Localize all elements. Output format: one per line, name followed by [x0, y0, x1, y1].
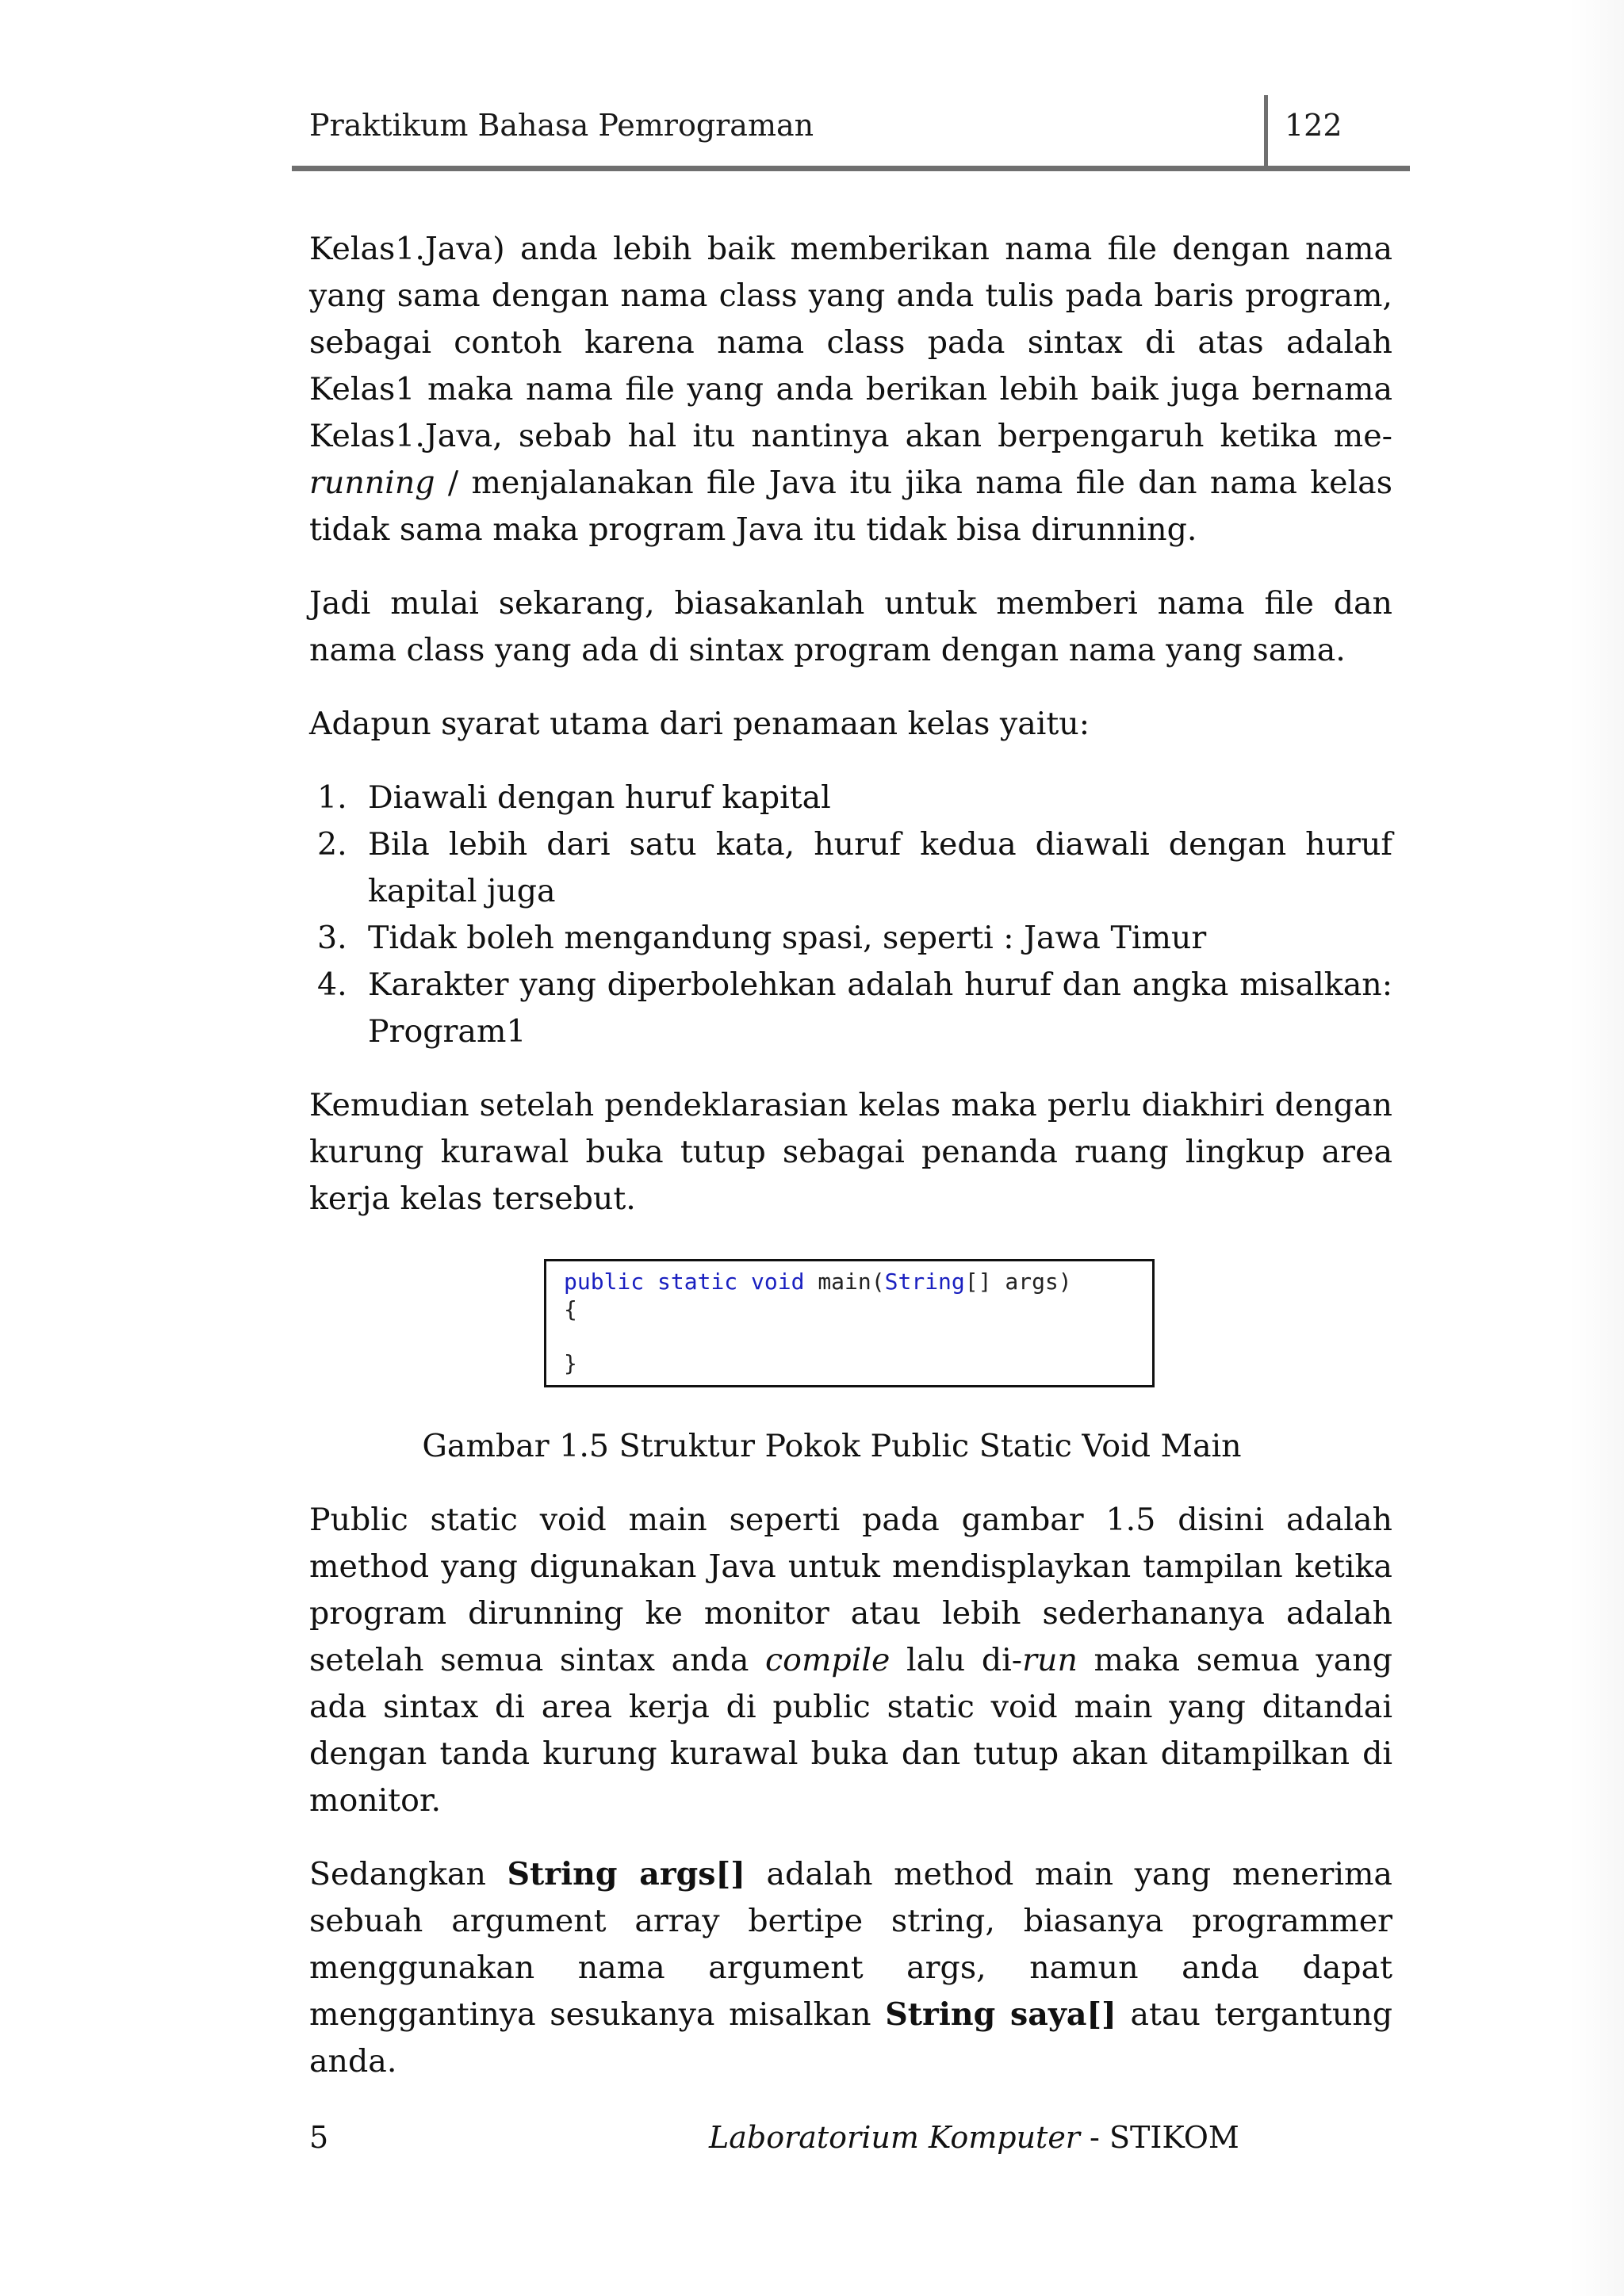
paragraph-text: Sedangkan: [309, 1856, 508, 1892]
paragraph-main-method: [309, 1497, 1392, 1824]
footer-page-number: 5: [309, 2120, 329, 2155]
paragraph-file-naming: [309, 226, 1392, 553]
list-number: 2.: [317, 826, 347, 863]
paragraph-text: lalu di-: [890, 1642, 1023, 1678]
list-text: Karakter yang diperbolehkan adalah huruf dan angka misalkan: Program1: [368, 966, 1392, 1050]
list-text: Diawali dengan huruf kapital: [368, 779, 831, 816]
paragraph-text: maka semua yang ada sintax di area kerja di public static void main yang ditandai dengan tanda kurung kurawal buka dan tutup akan ditampilkan di monitor.: [309, 1642, 1393, 1819]
code-line-open-brace: {: [564, 1296, 577, 1322]
paragraph-text: adalah method main yang menerima sebuah argument array bertipe string, biasanya programmer menggunakan nama argument args, namun anda dapat menggantinya sesukanya misalkan: [309, 1856, 1392, 2033]
paragraph-text: / menjalanakan file Java itu jika nama file dan nama kelas tidak sama maka program Java itu tidak bisa dirunning.: [309, 465, 1392, 548]
paragraph-requirements-intro: Adapun syarat utama dari penamaan kelas yaitu:: [309, 706, 1090, 742]
list-number: 1.: [317, 779, 347, 816]
list-item: [309, 821, 1392, 915]
header-page-number: 122: [1285, 108, 1342, 143]
italic-term: running: [309, 465, 435, 501]
figure-caption: Gambar 1.5 Struktur Pokok Public Static Void Main: [422, 1428, 1242, 1464]
code-keyword: void: [751, 1269, 805, 1295]
footer-institution: STIKOM: [1109, 2120, 1239, 2155]
page-edge-shade: [1568, 0, 1624, 2296]
italic-term: compile: [765, 1642, 891, 1678]
paragraph-advice: Jadi mulai sekarang, biasakanlah untuk memberi nama file dan nama class yang ada di sintax program dengan nama yang sama.: [309, 585, 1392, 668]
paragraph-text: Kelas1.Java) anda lebih baik memberikan nama file dengan nama yang sama dengan nama class yang anda tulis pada baris program, sebagai contoh karena nama class pada sintax di atas adalah Kelas1 maka nama file yang anda berikan lebih baik juga bernama Kelas1.Java, sebab hal itu nantinya akan berpengaruh ketika me-: [309, 231, 1392, 454]
italic-term: run: [1022, 1642, 1078, 1678]
list-item: [309, 915, 1392, 962]
list-text: Tidak boleh mengandung spasi, seperti : Jawa Timur: [368, 920, 1207, 956]
code-keyword: static: [657, 1269, 738, 1295]
main-content: [309, 226, 1392, 1223]
paragraph-braces: Kemudian setelah pendeklarasian kelas maka perlu diakhiri dengan kurung kurawal buka tutup sebagai penanda ruang lingkup area kerja kelas tersebut.: [309, 1087, 1392, 1217]
bold-term: String args[]: [507, 1856, 745, 1892]
list-number: 4.: [317, 966, 347, 1003]
header-rule: [292, 166, 1410, 171]
running-title: Praktikum Bahasa Pemrograman: [309, 108, 814, 143]
list-number: 3.: [317, 920, 347, 956]
code-text: [] args): [964, 1269, 1072, 1295]
page-header: [292, 0, 1410, 170]
list-item: [309, 962, 1392, 1055]
footer-label: [709, 2115, 1239, 2160]
list-item: [309, 775, 1392, 821]
requirements-list: [309, 775, 1392, 1055]
header-divider: [1264, 95, 1268, 170]
code-text: main(: [804, 1269, 885, 1295]
footer-separator: -: [1079, 2120, 1109, 2155]
code-keyword: public: [564, 1269, 645, 1295]
code-keyword: String: [884, 1269, 965, 1295]
main-content-continued: [309, 1497, 1392, 2112]
code-figure: [544, 1259, 1155, 1387]
bold-term: String saya[]: [885, 1996, 1116, 2033]
code-line-empty: [564, 1323, 1152, 1349]
footer-lab-name: Laboratorium Komputer: [709, 2120, 1080, 2155]
paragraph-text: Public static void main seperti pada gambar 1.5 disini adalah method yang digunakan Java untuk mendisplaykan tampilan ketika program dirunning ke monitor atau lebih sederhananya adalah setelah semua sintax anda: [309, 1502, 1392, 1678]
list-text: Bila lebih dari satu kata, huruf kedua diawali dengan huruf kapital juga: [368, 826, 1392, 909]
paragraph-string-args: [309, 1851, 1392, 2085]
code-line-close-brace: }: [564, 1350, 577, 1376]
paragraph-text: atau tergantung anda.: [309, 1996, 1392, 2080]
code-line-signature: [564, 1268, 1152, 1295]
